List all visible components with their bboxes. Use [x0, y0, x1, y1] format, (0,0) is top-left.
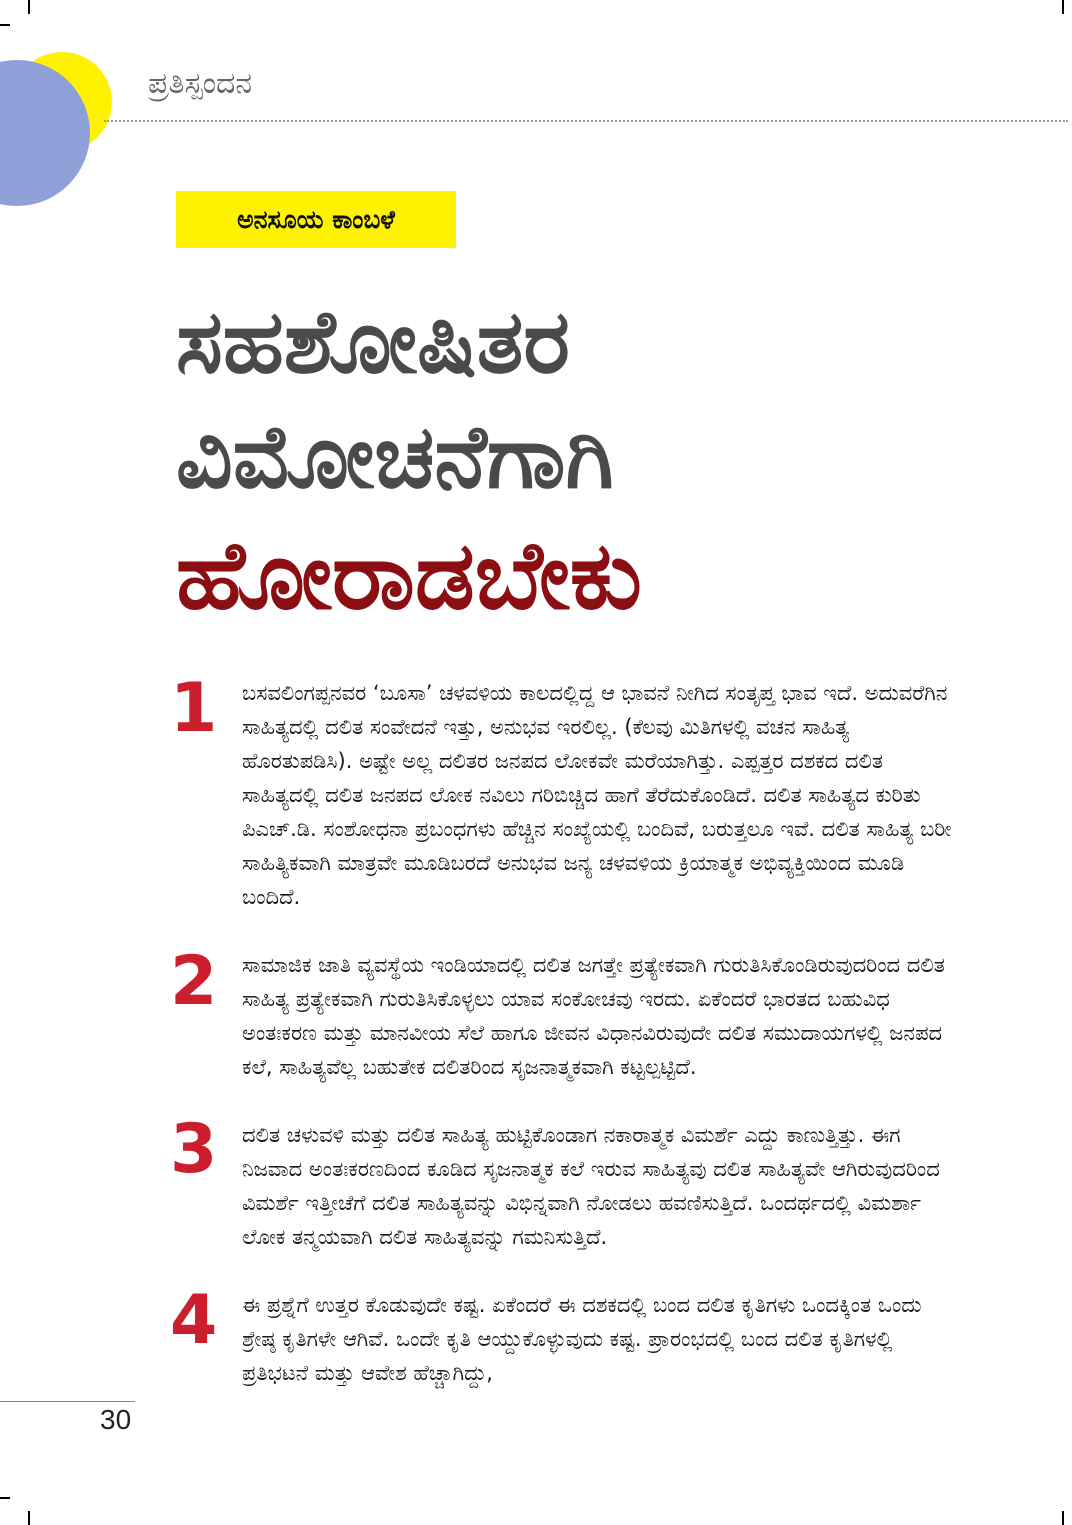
- answer-paragraph-1: ಬಸವಲಿಂಗಪ್ಪನವರ ‘ಬೂಸಾ’ ಚಳವಳಿಯ ಕಾಲದಲ್ಲಿದ್ದ ಆ ಭಾವನೆ ನೀಗಿದ ಸಂತೃಪ್ತ ಭಾವ ಇದೆ. ಅದುವರೆಗಿನ ಸಾಹಿತ್ಯದಲ್ಲಿ ದಲಿತ ಸಂವೇದನೆ ಇತ್ತು, ಅನುಭವ ಇರಲಿಲ್ಲ. (ಕೆಲವು ಮಿತಿಗಳಲ್ಲಿ ವಚನ ಸಾಹಿತ್ಯ ಹೊರತುಪಡಿಸಿ). ಅಷ್ಟೇ ಅಲ್ಲ ದಲಿತರ ಜನಪದ ಲೋಕವೇ ಮರೆಯಾಗಿತ್ತು. ಎಪ್ಪತ್ತರ ದಶಕದ ದಲಿತ ಸಾಹಿತ್ಯದಲ್ಲಿ ದಲಿತ ಜನಪದ ಲೋಕ ನವಿಲು ಗರಿಬಿಚ್ಚಿದ ಹಾಗೆ ತೆರೆದುಕೊಂಡಿದೆ. ದಲಿತ ಸಾಹಿತ್ಯದ ಕುರಿತು ಪಿಎಚ್.ಡಿ. ಸಂಶೋಧನಾ ಪ್ರಬಂಧಗಳು ಹೆಚ್ಚಿನ ಸಂಖ್ಯೆಯಲ್ಲಿ ಬಂದಿವೆ, ಬರುತ್ತಲೂ ಇವೆ. ದಲಿತ ಸಾಹಿತ್ಯ ಬರೀ ಸಾಹಿತ್ಯಿಕವಾಗಿ ಮಾತ್ರವೇ ಮೂಡಿಬರದೆ ಅನುಭವ ಜನ್ಯ ಚಳವಳಿಯ ಕ್ರಿಯಾತ್ಮಕ ಅಭಿವ್ಯಕ್ತಿಯಿಂದ ಮೂಡಿ ಬಂದಿದೆ.: [242, 681, 952, 909]
- answer-number-4: 4: [170, 1281, 218, 1360]
- crop-mark: [1062, 1511, 1064, 1525]
- title-line-1: ಸಹಶೋಷಿತರ: [176, 290, 570, 393]
- answer-number-1: 1: [170, 669, 218, 748]
- answer-number-2: 2: [170, 942, 218, 1021]
- answer-paragraph-2: ಸಾಮಾಜಿಕ ಜಾತಿ ವ್ಯವಸ್ಥೆಯ ಇಂಡಿಯಾದಲ್ಲಿ ದಲಿತ ಜಗತ್ತೇ ಪ್ರತ್ಯೇಕವಾಗಿ ಗುರುತಿಸಿಕೊಂಡಿರುವುದರಿಂದ ದಲಿತ ಸಾಹಿತ್ಯ ಪ್ರತ್ಯೇಕವಾಗಿ ಗುರುತಿಸಿಕೊಳ್ಳಲು ಯಾವ ಸಂಕೋಚವು ಇರದು. ಏಕೆಂದರೆ ಭಾರತದ ಬಹುವಿಧ ಅಂತಃಕರಣ ಮತ್ತು ಮಾನವೀಯ ಸೆಲೆ ಹಾಗೂ ಜೀವನ ವಿಧಾನವಿರುವುದೇ ದಲಿತ ಸಮುದಾಯಗಳಲ್ಲಿ ಜನಪದ ಕಲೆ, ಸಾಹಿತ್ಯವೆಲ್ಲ ಬಹುತೇಕ ದಲಿತರಿಂದ ಸೃಜನಾತ್ಮಕವಾಗಿ ಕಟ್ಟಲ್ಪಟ್ಟಿದೆ.: [242, 953, 945, 1079]
- title-line-3: ಹೋರಾಡಬೇಕು: [176, 522, 642, 631]
- crop-mark: [0, 24, 10, 26]
- footer-rule: [0, 1401, 135, 1402]
- author-name: ಅನಸೂಯ ಕಾಂಬಳೆ: [237, 205, 395, 234]
- title-line-2: ವಿಮೋಚನೆಗಾಗಿ: [176, 405, 614, 508]
- answer-number-3: 3: [170, 1110, 218, 1189]
- crop-mark: [1062, 0, 1064, 14]
- crop-mark: [0, 1497, 10, 1499]
- answer-paragraph-3: ದಲಿತ ಚಳುವಳಿ ಮತ್ತು ದಲಿತ ಸಾಹಿತ್ಯ ಹುಟ್ಟಿಕೊಂಡಾಗ ನಕಾರಾತ್ಮಕ ವಿಮರ್ಶೆ ಎದ್ದು ಕಾಣುತ್ತಿತ್ತು. ಈಗ ನಿಜವಾದ ಅಂತಃಕರಣದಿಂದ ಕೂಡಿದ ಸೃಜನಾತ್ಮಕ ಕಲೆ ಇರುವ ಸಾಹಿತ್ಯವು ದಲಿತ ಸಾಹಿತ್ಯವೇ ಆಗಿರುವುದರಿಂದ ವಿಮರ್ಶೆ ಇತ್ತೀಚೆಗೆ ದಲಿತ ಸಾಹಿತ್ಯವನ್ನು ವಿಭಿನ್ನವಾಗಿ ನೋಡಲು ಹವಣಿಸುತ್ತಿದೆ. ಒಂದರ್ಥದಲ್ಲಿ ವಿಮರ್ಶಾ ಲೋಕ ತನ್ಮಯವಾಗಿ ದಲಿತ ಸಾಹಿತ್ಯವನ್ನು ಗಮನಿಸುತ್ತಿದೆ.: [242, 1123, 940, 1249]
- section-label: ಪ್ರತಿಸ್ಪಂದನ: [148, 66, 253, 101]
- page-number: 30: [100, 1404, 132, 1435]
- author-box: [176, 191, 456, 248]
- dotted-divider: [104, 120, 1068, 122]
- crop-mark: [28, 0, 30, 14]
- crop-mark: [28, 1511, 30, 1525]
- answer-paragraph-4: ಈ ಪ್ರಶ್ನೆಗೆ ಉತ್ತರ ಕೊಡುವುದೇ ಕಷ್ಟ. ಏಕೆಂದರೆ ಈ ದಶಕದಲ್ಲಿ ಬಂದ ದಲಿತ ಕೃತಿಗಳು ಒಂದಕ್ಕಿಂತ ಒಂದು ಶ್ರೇಷ್ಠ ಕೃತಿಗಳೇ ಆಗಿವೆ. ಒಂದೇ ಕೃತಿ ಆಯ್ದುಕೊಳ್ಳುವುದು ಕಷ್ಟ. ಪ್ರಾರಂಭದಲ್ಲಿ ಬಂದ ದಲಿತ ಕೃತಿಗಳಲ್ಲಿ ಪ್ರತಿಭಟನೆ ಮತ್ತು ಆವೇಶ ಹೆಚ್ಚಾಗಿದ್ದು,: [242, 1293, 922, 1385]
